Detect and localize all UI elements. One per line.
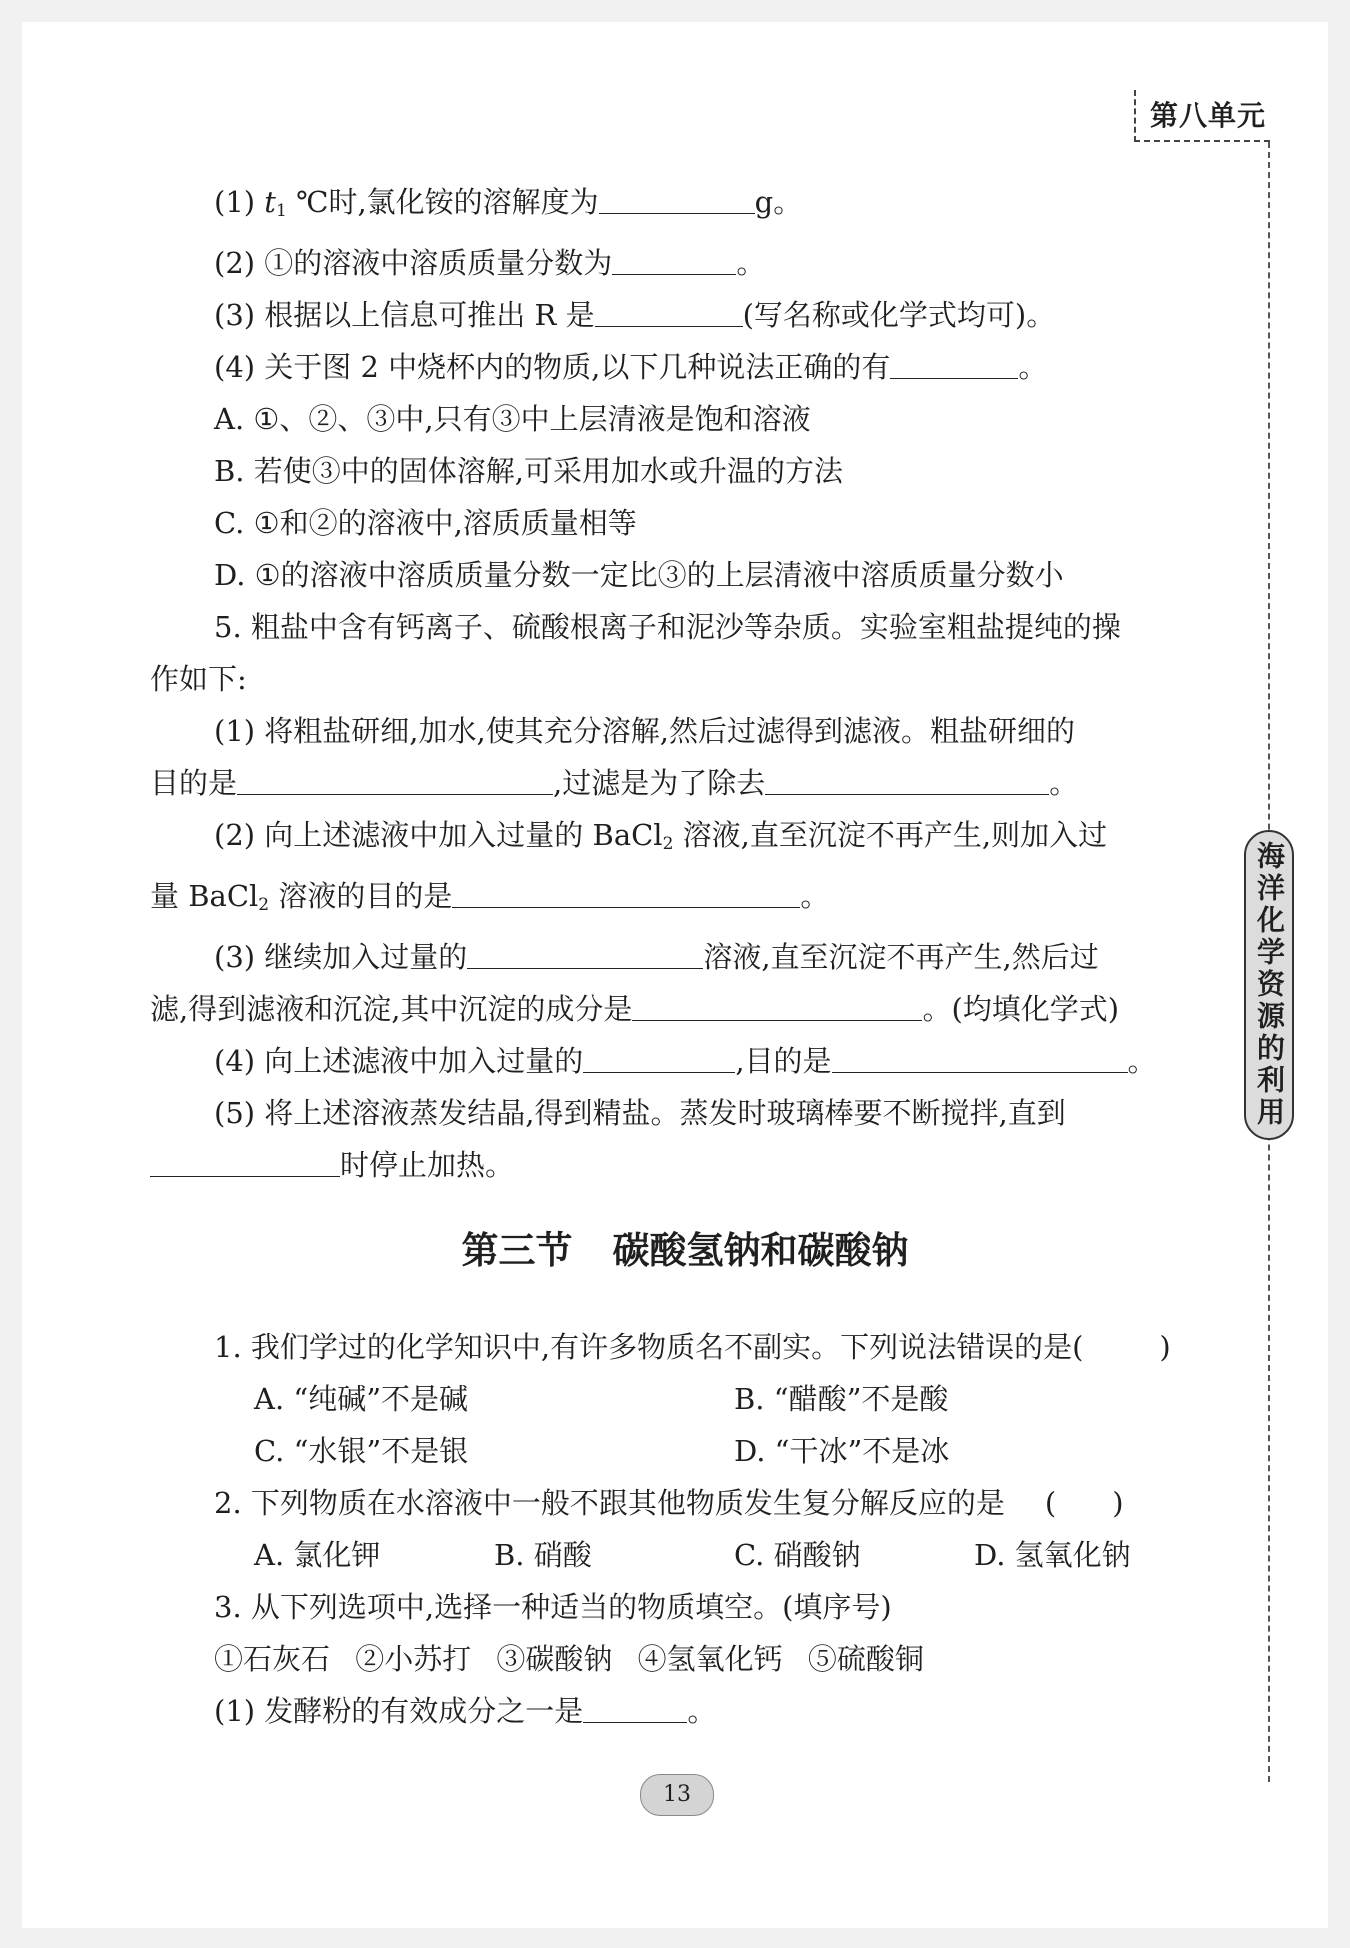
q4-part1: (1) $t_1$ ℃时,氯化铵的溶解度为 g。 <box>214 185 803 221</box>
s3-q1-options-row2 <box>150 1425 1220 1477</box>
answer-blank[interactable] <box>612 244 736 275</box>
q5-part2-line1: (2) 向上述滤液中加入过量的 BaCl$_2$ 溶液,直至沉淀不再产生,则加入过 <box>214 818 1108 854</box>
answer-blank[interactable] <box>595 296 743 327</box>
s3-q1-option-c: C. “水银”不是银 <box>254 1434 469 1468</box>
q4-part3: (3) 根据以上信息可推出 R 是 (写名称或化学式均可)。 <box>214 298 1056 332</box>
q5-part1-line1: (1) 将粗盐研细,加水,使其充分溶解,然后过滤得到滤液。粗盐研细的 <box>214 714 1075 748</box>
answer-blank[interactable] <box>832 1042 1128 1073</box>
q5-part3-line2: 滤,得到滤液和沉淀,其中沉淀的成分是 。(均填化学式) <box>150 992 1120 1026</box>
s3-q1-option-a: A. “纯碱”不是碱 <box>254 1382 469 1416</box>
q5-part5-line1: (5) 将上述溶液蒸发结晶,得到精盐。蒸发时玻璃棒要不断搅拌,直到 <box>214 1096 1066 1130</box>
page-content <box>150 176 1220 1737</box>
section-number: 第三节 <box>461 1229 573 1272</box>
section-name: 碳酸氢钠和碳酸钠 <box>612 1229 909 1272</box>
s3-q2-option-c: C. 硝酸钠 <box>734 1538 861 1572</box>
page-number: 13 <box>640 1774 714 1816</box>
q5-part2-line2: 量 BaCl$_2$ 溶液的目的是 。 <box>150 879 830 915</box>
q5-part3-line1: (3) 继续加入过量的 溶液,直至沉淀不再产生,然后过 <box>214 940 1099 974</box>
chapter-side-tab-label: 海洋化学资源的利用 <box>1253 841 1286 1129</box>
unit-header: 第八单元 <box>1134 90 1270 142</box>
answer-blank[interactable] <box>765 764 1049 795</box>
answer-blank[interactable] <box>599 183 755 214</box>
s3-q1-options-row1 <box>150 1373 1220 1425</box>
s3-q2-stem: 2. 下列物质在水溶液中一般不跟其他物质发生复分解反应的是 ( ) <box>214 1486 1124 1520</box>
s3-q2-option-a: A. 氯化钾 <box>254 1538 381 1572</box>
s3-q1-stem: 1. 我们学过的化学知识中,有许多物质名不副实。下列说法错误的是( ) <box>214 1330 1171 1364</box>
q4-option-b: B. 若使③中的固体溶解,可采用加水或升温的方法 <box>214 454 843 488</box>
answer-blank[interactable] <box>467 938 703 969</box>
s3-q3-choices: ①石灰石 ②小苏打 ③碳酸钠 ④氢氧化钙 ⑤硫酸铜 <box>214 1642 924 1676</box>
q4-part2: (2) ①的溶液中溶质质量分数为 。 <box>214 246 766 280</box>
s3-q2-option-d: D. 氢氧化钠 <box>974 1538 1131 1572</box>
answer-blank[interactable] <box>237 764 553 795</box>
q4-option-d: D. ①的溶液中溶质质量分数一定比③的上层清液中溶质质量分数小 <box>214 558 1064 592</box>
s3-q3-stem: 3. 从下列选项中,选择一种适当的物质填空。(填序号) <box>214 1590 892 1624</box>
answer-blank[interactable] <box>583 1692 687 1723</box>
answer-blank[interactable] <box>632 990 922 1021</box>
section-title <box>150 1221 1220 1281</box>
chapter-side-tab <box>1244 830 1294 1140</box>
s3-q1-option-b: B. “醋酸”不是酸 <box>734 1382 949 1416</box>
q4-part4: (4) 关于图 2 中烧杯内的物质,以下几种说法正确的有 。 <box>214 350 1048 384</box>
answer-blank[interactable] <box>150 1146 340 1177</box>
answer-blank[interactable] <box>890 348 1018 379</box>
q4-option-a: A. ①、②、③中,只有③中上层清液是饱和溶液 <box>214 402 811 436</box>
s3-q3-part1: (1) 发酵粉的有效成分之一是 。 <box>214 1694 717 1728</box>
q5-part4: (4) 向上述滤液中加入过量的 ,目的是 。 <box>214 1044 1157 1078</box>
s3-q2-option-b: B. 硝酸 <box>494 1538 592 1572</box>
q5-part5-line2: 时停止加热。 <box>150 1139 1220 1191</box>
q5-stem-line2: 作如下: <box>150 662 247 696</box>
s3-q2-options <box>150 1529 1220 1581</box>
answer-blank[interactable] <box>583 1042 735 1073</box>
q5-stem-line1: 5. 粗盐中含有钙离子、硫酸根离子和泥沙等杂质。实验室粗盐提纯的操 <box>214 610 1121 644</box>
q4-option-c: C. ①和②的溶液中,溶质质量相等 <box>214 506 637 540</box>
answer-blank[interactable] <box>452 877 800 908</box>
q5-part1-line2: 目的是 ,过滤是为了除去 。 <box>150 766 1079 800</box>
s3-q1-option-d: D. “干冰”不是冰 <box>734 1434 950 1468</box>
